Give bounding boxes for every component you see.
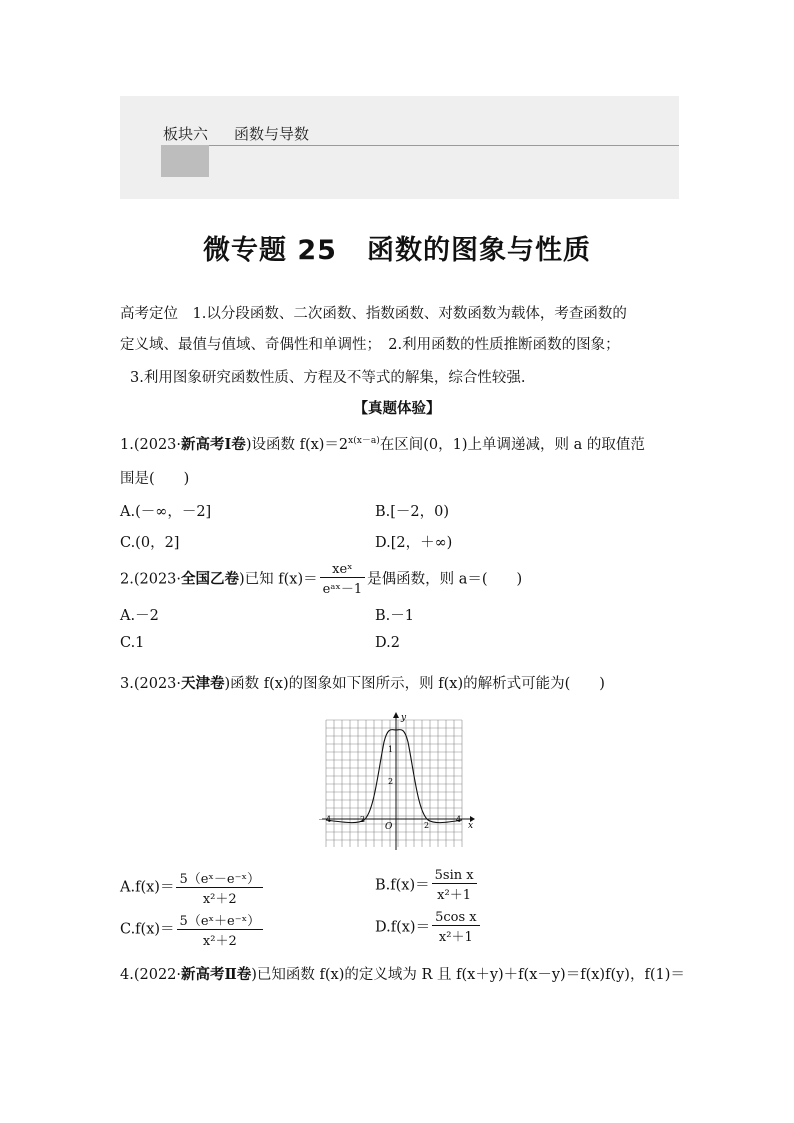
- tick-4: 4: [456, 815, 462, 824]
- q3-option-c: [120, 910, 265, 949]
- q2-option-c: C.1: [120, 635, 145, 651]
- tick-neg4: －4: [318, 815, 332, 824]
- q2-frac-den: eᵃˣ－1: [322, 582, 363, 597]
- q3-b-den: x²＋1: [437, 888, 471, 903]
- q4-source: 新高考Ⅱ卷: [181, 966, 252, 983]
- origin-label: O: [385, 822, 393, 832]
- q2-source: 全国乙卷: [181, 570, 240, 588]
- q3-d-den: x²＋1: [438, 930, 473, 945]
- y-axis-label: y: [401, 713, 407, 723]
- q2-prefix: 2.(2023·: [120, 571, 182, 588]
- q3-c-label: C.f(x)＝: [120, 921, 175, 938]
- question-3: [120, 672, 605, 693]
- tick-y-1: 1: [388, 745, 394, 754]
- page-title: [0, 228, 794, 267]
- q2-fraction: [320, 562, 366, 597]
- q1-option-b: B.[－2，0): [375, 504, 450, 520]
- q1-option-d: D.[2，＋∞): [375, 535, 453, 551]
- q3-text: )函数 f(x)的图象如下图所示，则 f(x)的解析式可能为( ): [224, 676, 605, 692]
- q3-d-num: 5cos x: [432, 910, 480, 926]
- q3-a-label: A.f(x)＝: [120, 879, 175, 896]
- intro-line-3: 3.利用图象研究函数性质、方程及不等式的解集，综合性较强.: [130, 370, 526, 386]
- q2-option-d: D.2: [375, 635, 400, 651]
- q3-prefix: 3.(2023·: [120, 676, 182, 692]
- q3-source: 天津卷: [181, 675, 225, 692]
- q3-a-num: 5（eˣ－e⁻ˣ）: [176, 868, 263, 888]
- section-header: [120, 96, 679, 199]
- q3-option-d: [375, 910, 482, 945]
- q2-option-b: B.－1: [375, 608, 414, 624]
- tick-neg2: －2: [352, 815, 366, 824]
- section-title: 【真题体验】: [353, 400, 441, 417]
- header-block: [161, 145, 209, 177]
- intro-line-2: 定义域、最值与值域、奇偶性和单调性； 2.利用函数的性质推断函数的图象；: [120, 337, 620, 353]
- section-number: 板块六: [163, 125, 209, 143]
- header-rule: [209, 145, 679, 146]
- q3-b-fraction: [432, 868, 477, 903]
- q2-text-b: 是偶函数，则 a＝( ): [367, 571, 523, 588]
- tick-y-2: 2: [388, 777, 394, 786]
- q3-option-a: [120, 868, 265, 907]
- title-prefix: 微专题 25: [203, 235, 337, 266]
- q3-option-b: [375, 868, 479, 903]
- q3-a-fraction: [176, 868, 263, 907]
- question-2: [120, 562, 522, 597]
- q2-option-a: A.－2: [120, 608, 159, 624]
- q1-option-a: A.(－∞，－2]: [120, 504, 212, 520]
- question-4: [120, 963, 685, 984]
- q3-d-label: D.f(x)＝: [375, 919, 431, 936]
- q1-option-c: C.(0，2]: [120, 535, 180, 551]
- tick-2: 2: [424, 821, 430, 830]
- q3-a-den: x²＋2: [202, 892, 237, 907]
- question-1: [120, 433, 645, 454]
- section-name: 函数与导数: [234, 125, 310, 143]
- title-main: 函数的图象与性质: [366, 235, 591, 266]
- x-axis-label: x: [468, 821, 474, 831]
- function-graph: [318, 712, 478, 852]
- q3-d-fraction: [432, 910, 480, 945]
- intro-line-1: 高考定位 1.以分段函数、二次函数、指数函数、对数函数为载体，考查函数的: [120, 306, 627, 322]
- q4-text: )已知函数 f(x)的定义域为 R 且 f(x＋y)＋f(x－y)＝f(x)f(y)，f(1)＝: [251, 967, 685, 983]
- q3-c-den: x²＋2: [202, 934, 237, 949]
- q3-b-label: B.f(x)＝: [375, 877, 430, 894]
- q1-line-2: 围是( ): [120, 471, 190, 487]
- q1-text-b: 在区间(0，1)上单调递减，则 a 的取值范: [379, 437, 645, 453]
- q3-c-fraction: [177, 910, 264, 949]
- q4-prefix: 4.(2022·: [120, 967, 182, 983]
- q2-frac-num: xeˣ: [320, 562, 366, 578]
- q2-text-a: )已知 f(x)＝: [239, 571, 318, 588]
- q3-c-num: 5（eˣ＋e⁻ˣ）: [177, 910, 264, 930]
- q1-source: 新高考Ⅰ卷: [181, 436, 246, 453]
- q3-b-num: 5sin x: [432, 868, 477, 884]
- q1-exponent: x(x－a): [348, 436, 380, 447]
- q1-prefix: 1.(2023·: [120, 437, 182, 453]
- q1-text-a: )设函数 f(x)＝2: [245, 437, 349, 453]
